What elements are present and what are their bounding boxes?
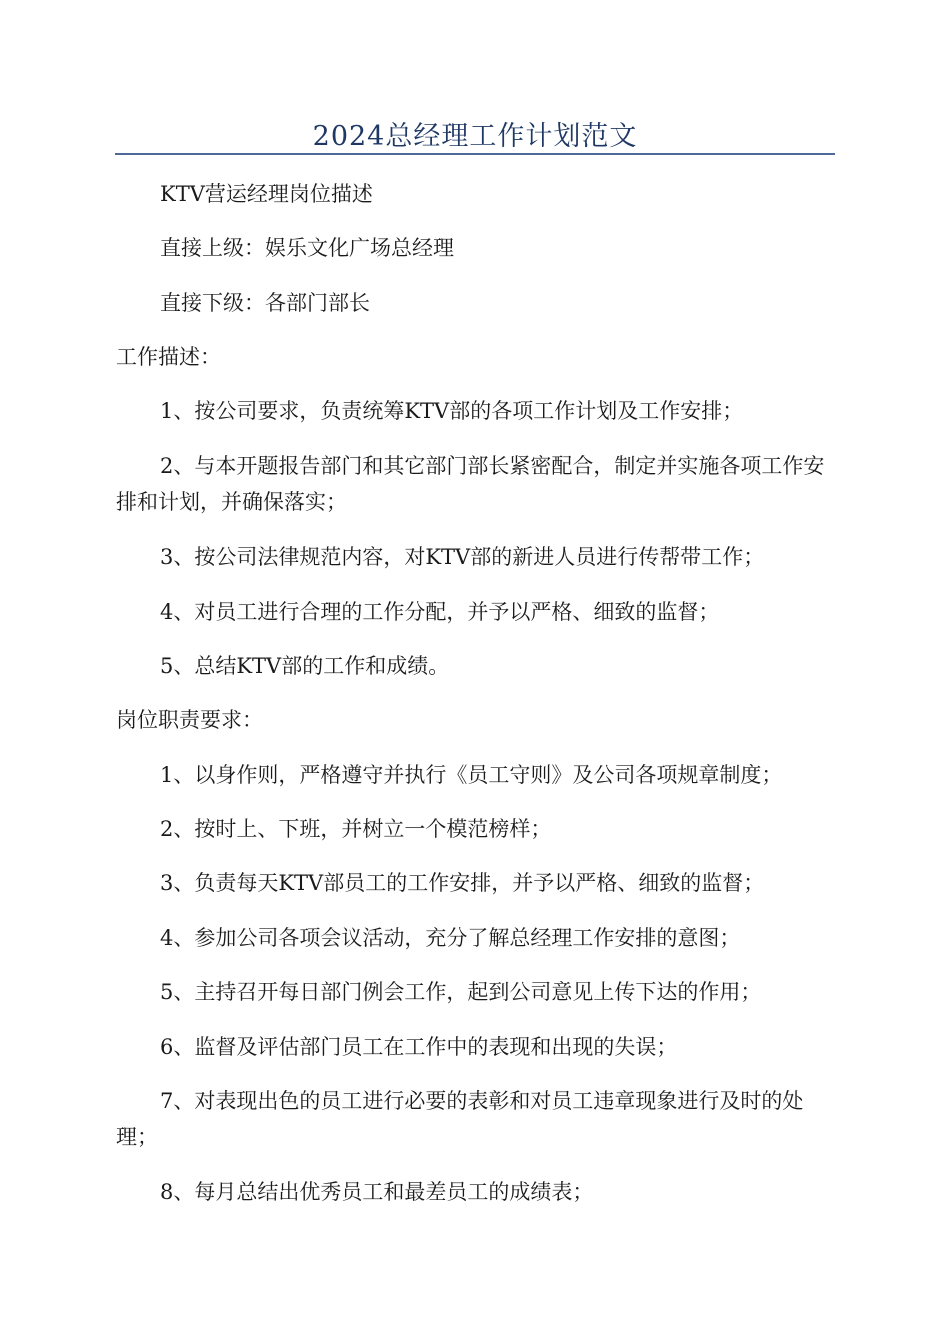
title-underline — [115, 153, 835, 155]
work-item-1: 1、按公司要求，负责统筹KTV部的各项工作计划及工作安排； — [160, 399, 744, 423]
work-item-4: 4、对员工进行合理的工作分配，并予以严格、细致的监督； — [160, 600, 720, 624]
duty-item-5: 5、主持召开每日部门例会工作，起到公司意见上传下达的作用； — [160, 980, 762, 1004]
duty-item-2: 2、按时上、下班，并树立一个模范榜样； — [160, 817, 552, 841]
work-item-5: 5、总结KTV部的工作和成绩。 — [160, 654, 450, 678]
duty-item-3: 3、负责每天KTV部员工的工作安排，并予以严格、细致的监督； — [160, 871, 765, 895]
work-item-2: 2、与本开题报告部门和其它部门部长紧密配合，制定并实施各项工作安排和计划，并确保落实； — [116, 454, 825, 514]
duty-item-1: 1、以身作则，严格遵守并执行《员工守则》及公司各项规章制度； — [160, 763, 783, 787]
duty-requirements-heading: 岗位职责要求： — [116, 708, 263, 732]
position-heading: KTV营运经理岗位描述 — [160, 182, 373, 206]
direct-superior: 直接上级：娱乐文化广场总经理 — [160, 236, 454, 260]
work-description-heading: 工作描述： — [116, 345, 221, 369]
work-item-3: 3、按公司法律规范内容，对KTV部的新进人员进行传帮带工作； — [160, 545, 765, 569]
direct-subordinate: 直接下级：各部门部长 — [160, 291, 370, 315]
duty-item-4: 4、参加公司各项会议活动，充分了解总经理工作安排的意图； — [160, 926, 741, 950]
duty-item-6: 6、监督及评估部门员工在工作中的表现和出现的失误； — [160, 1035, 678, 1059]
document-title: 2024总经理工作计划范文 — [312, 121, 638, 152]
duty-item-8: 8、每月总结出优秀员工和最差员工的成绩表； — [160, 1180, 594, 1204]
duty-item-7: 7、对表现出色的员工进行必要的表彰和对员工违章现象进行及时的处理； — [116, 1089, 804, 1149]
